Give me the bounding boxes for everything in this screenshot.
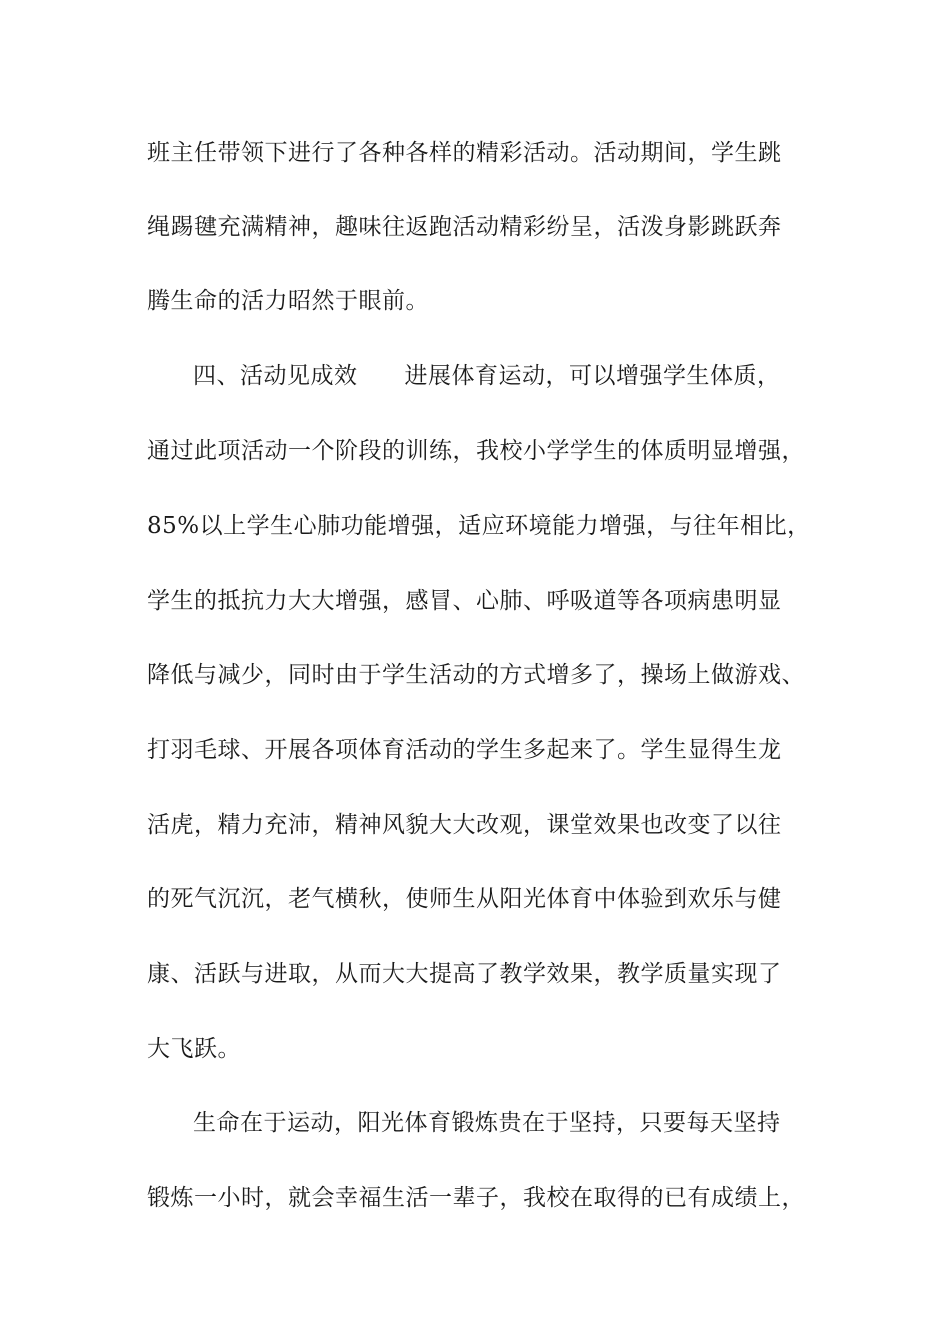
text-line: 大飞跃。 [147,1036,241,1062]
text-line: 班主任带领下进行了各种各样的精彩活动。活动期间，学生跳 [147,140,782,166]
text-line: 降低与减少，同时由于学生活动的方式增多了，操场上做游戏、 [147,662,805,688]
paragraph-start-line: 生命在于运动，阳光体育锻炼贵在于坚持，只要每天坚持 [193,1110,781,1136]
text-line: 通过此项活动一个阶段的训练，我校小学学生的体质明显增强， [147,438,805,464]
text-line: 打羽毛球、开展各项体育活动的学生多起来了。学生显得生龙 [147,737,782,763]
text-line: 活虎，精力充沛，精神风貌大大改观，课堂效果也改变了以往 [147,812,782,838]
text-line: 康、活跃与进取，从而大大提高了教学效果，教学质量实现了 [147,961,782,987]
text-line: 腾生命的活力昭然于眼前。 [147,288,429,314]
paragraph-start-line: 四、活动见成效 进展体育运动，可以增强学生体质， [193,363,781,389]
text-line: 85%以上学生心肺功能增强，适应环境能力增强，与往年相比， [147,513,811,539]
text-line: 绳踢毽充满精神，趣味往返跑活动精彩纷呈，活泼身影跳跃奔 [147,214,782,240]
text-line: 的死气沉沉，老气横秋，使师生从阳光体育中体验到欢乐与健 [147,886,782,912]
text-line: 学生的抵抗力大大增强，感冒、心肺、呼吸道等各项病患明显 [147,588,782,614]
text-line: 锻炼一小时，就会幸福生活一辈子，我校在取得的已有成绩上， [147,1185,805,1211]
